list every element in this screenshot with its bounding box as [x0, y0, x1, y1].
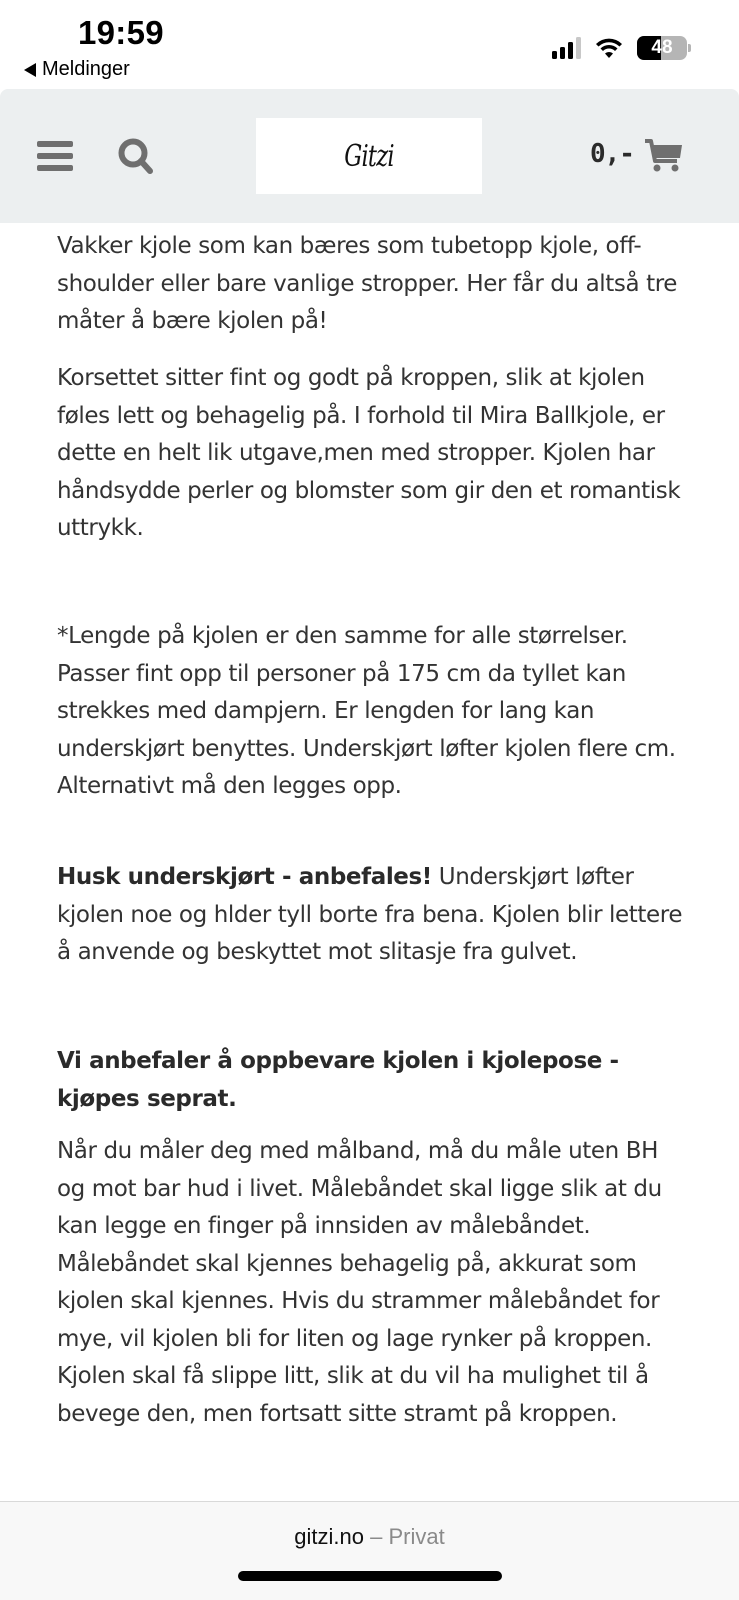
battery-icon [637, 36, 687, 60]
status-bar [0, 0, 739, 88]
url-separator: – [364, 1524, 389, 1549]
length-note-paragraph: *Lengde på kjolen er den samme for alle størrelser. Passer fint opp til personer på 175 cm da tyllet kan strekkes med dampjern. Er lengden for lang kan underskjørt benyttes. Underskjørt løfter kjolen flere cm. Alternativt må den legges opp. [57, 623, 676, 799]
storage-recommendation-paragraph [57, 1043, 687, 1118]
logo-text: Gitzi [344, 138, 394, 174]
logo[interactable] [256, 118, 482, 194]
description-paragraph: Vakker kjole som kan bæres som tubetopp kjole, off-shoulder eller bare vanlige stropper. Her får du altså tre måter å bære kjolen på! [57, 233, 678, 334]
menu-icon-bar [37, 153, 73, 159]
search-icon[interactable] [117, 137, 157, 177]
underskirt-text: Underskjørt løfter kjolen noe og hlder tyll borte fra bena. Kjolen blir lettere å anvende og beskyttet mot slitasje fra gulvet. [57, 864, 683, 965]
description-paragraph: Korsettet sitter fint og godt på kroppen, slik at kjolen føles lett og behagelig på. I forhold til Mira Ballkjole, er dette en helt lik utgave,men med stropper. Kjolen har håndsydde perler og blomster som gir den et romantisk uttrykk. [57, 365, 681, 541]
site-header [0, 89, 739, 223]
browser-address-bar[interactable] [0, 1501, 739, 1600]
cart-total[interactable]: 0,- [590, 139, 634, 169]
menu-icon-bar [37, 141, 73, 147]
url-display[interactable] [0, 1524, 739, 1550]
back-arrow-icon [24, 63, 36, 77]
battery-percent: 48 [651, 37, 673, 58]
menu-icon-bar [37, 165, 73, 171]
back-to-messages-link[interactable] [24, 58, 130, 81]
cellular-signal-icon [552, 37, 581, 59]
url-domain: gitzi.no [294, 1524, 364, 1549]
status-icons [552, 36, 691, 60]
storage-recommendation: Vi anbefaler å oppbevare kjolen i kjolepose - kjøpes seprat. [57, 1048, 619, 1112]
back-label: Meldinger [42, 58, 130, 80]
clock: 19:59 [78, 14, 164, 51]
wifi-icon [595, 37, 623, 59]
cart-icon[interactable] [644, 137, 684, 175]
underskirt-paragraph [57, 859, 687, 972]
measuring-paragraph: Når du måler deg med målband, må du måle uten BH og mot bar hud i livet. Målebåndet skal ligge slik at du kan legge en finger på innsiden av målebåndet. Målebåndet skal kjennes behagelig på, akkurat som kjolen skal kjennes. Hvis du strammer målebåndet for mye, vil kjolen bli for liten og lage rynker på kroppen. Kjolen skal få slippe litt, slik at du vil ha mulighet til å bevege den, men fortsatt sitte stramt på kroppen. [57, 1138, 662, 1427]
underskirt-recommendation: Husk underskjørt - anbefales! [57, 864, 432, 890]
menu-button[interactable] [37, 141, 73, 171]
home-indicator[interactable] [238, 1571, 502, 1581]
private-mode-label: Privat [388, 1524, 445, 1549]
